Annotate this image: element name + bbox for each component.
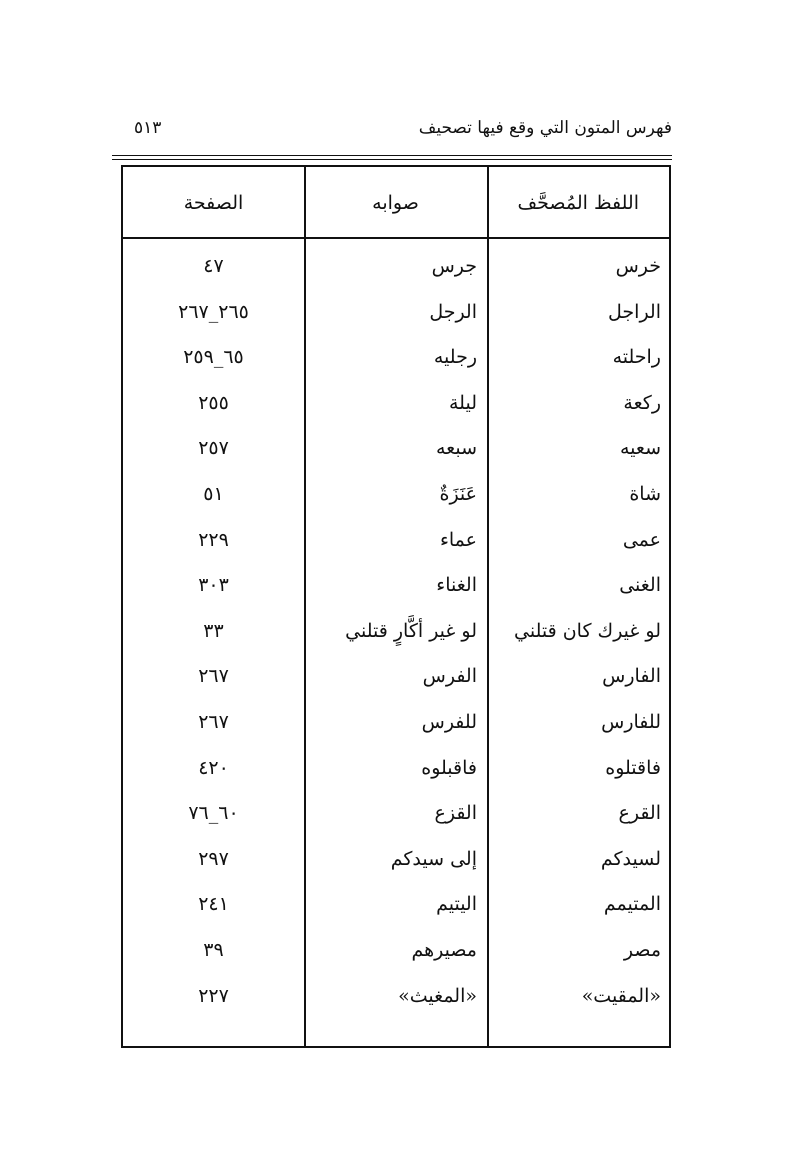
page-number-cell: ٢٦٥_٢٦٧ — [178, 301, 249, 323]
column-header-misspelled: اللفظ المُصحَّف — [517, 192, 639, 214]
page-number-cell: ٤٧ — [203, 255, 224, 277]
page-number-cell: ٢٥٥ — [198, 392, 229, 414]
correct-word-cell: الغناء — [436, 574, 477, 596]
misspelled-word-cell: «المقيت» — [581, 985, 661, 1007]
correct-word-cell: فاقبلوه — [421, 757, 477, 779]
correct-word-cell: رجليه — [433, 346, 477, 368]
correct-word-cell: للفرس — [421, 711, 477, 733]
page-number-cell: ٣٩ — [203, 939, 224, 961]
correct-word-cell: إلى سيدكم — [390, 848, 477, 870]
page-number-cell: ٣٣ — [203, 620, 224, 642]
misspelled-word-cell: القرع — [618, 802, 661, 824]
correct-word-cell: الرجل — [429, 301, 477, 323]
page-number-cell: ٦٥_٢٥٩ — [183, 346, 244, 368]
correct-word-cell: عَنَزَةٌ — [439, 483, 477, 505]
column-header-correct: صوابه — [372, 192, 419, 214]
page-number-cell: ٣٠٣ — [198, 574, 229, 596]
correct-word-cell: اليتيم — [436, 893, 477, 915]
misspelled-word-cell: راحلته — [612, 346, 661, 368]
misspelled-word-cell: خرس — [615, 255, 661, 277]
misspelled-word-cell: ركعة — [623, 392, 661, 414]
misspelled-word-cell: شاة — [629, 483, 661, 505]
page-number-cell: ٤٢٠ — [198, 757, 229, 779]
index-table — [121, 165, 671, 1048]
column-header-page: الصفحة — [183, 192, 244, 214]
page-number-cell: ٢٦٧ — [198, 711, 229, 733]
page-number-cell: ٥١ — [203, 483, 224, 505]
misspelled-word-cell: للفارس — [601, 711, 661, 733]
running-title: فهرس المتون التي وقع فيها تصحيف — [418, 118, 672, 138]
misspelled-word-cell: فاقتلوه — [605, 757, 661, 779]
header-divider — [123, 237, 669, 239]
correct-word-cell: الفرس — [422, 665, 477, 687]
misspelled-word-cell: لو غيرك كان قتلني — [514, 620, 661, 642]
column-divider — [304, 167, 306, 1046]
misspelled-word-cell: الغنى — [619, 574, 661, 596]
header-rule-thick — [112, 155, 672, 156]
correct-word-cell: سبعه — [435, 437, 477, 459]
page-number-cell: ٦٠_٧٦ — [188, 802, 239, 824]
correct-word-cell: «المغيث» — [398, 985, 477, 1007]
misspelled-word-cell: مصر — [623, 939, 661, 961]
page-number-cell: ٢٦٧ — [198, 665, 229, 687]
column-divider — [487, 167, 489, 1046]
page-number-cell: ٢٢٩ — [198, 529, 229, 551]
correct-word-cell: ليلة — [449, 392, 477, 414]
misspelled-word-cell: الفارس — [602, 665, 661, 687]
page-number-cell: ٢٥٧ — [198, 437, 229, 459]
page-number-cell: ٢٩٧ — [198, 848, 229, 870]
misspelled-word-cell: المتيمم — [603, 893, 661, 915]
header-rule-thin — [112, 159, 672, 160]
misspelled-word-cell: عمى — [622, 529, 661, 551]
correct-word-cell: القزع — [434, 802, 477, 824]
page-number-cell: ٢٤١ — [198, 893, 229, 915]
page-number: ٥١٣ — [134, 118, 162, 138]
correct-word-cell: عماء — [439, 529, 477, 551]
correct-word-cell: لو غير أكَّارٍ قتلني — [345, 620, 477, 642]
page-header — [112, 118, 672, 148]
misspelled-word-cell: الراجل — [608, 301, 661, 323]
correct-word-cell: مصيرهم — [411, 939, 477, 961]
correct-word-cell: جرس — [431, 255, 477, 277]
page-number-cell: ٢٢٧ — [198, 985, 229, 1007]
misspelled-word-cell: سعيه — [619, 437, 661, 459]
misspelled-word-cell: لسيدكم — [600, 848, 661, 870]
